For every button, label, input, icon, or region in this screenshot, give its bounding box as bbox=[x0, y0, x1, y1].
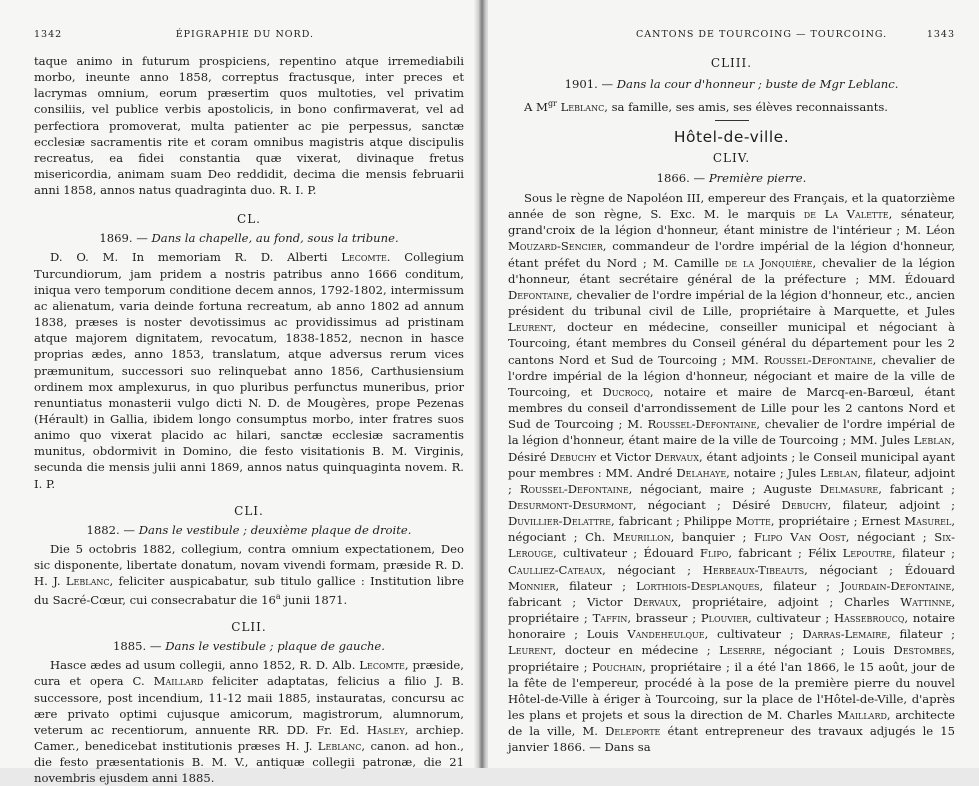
section-cliv-heading bbox=[508, 170, 955, 186]
cliv-name: Delmasure, bbox=[819, 481, 882, 496]
cliv-name: Lepoutre, bbox=[842, 546, 896, 561]
section-clii-heading bbox=[34, 638, 464, 654]
cliv-name: Pouchain, bbox=[592, 659, 646, 674]
section-clii-year: 1885. — bbox=[113, 639, 162, 654]
section-clii-location: Dans le vestibule ; plaque de gauche. bbox=[165, 639, 385, 654]
section-cliii-paragraph bbox=[508, 96, 955, 115]
right-running-head bbox=[508, 29, 955, 41]
cliv-text: architecte de la ville, M. bbox=[508, 708, 956, 739]
cliv-text: filateur ; bbox=[895, 546, 955, 561]
section-cliii-location: Dans la cour d'honneur ; buste de Mgr Leblanc. bbox=[616, 77, 899, 91]
cliii-text-3: sa famille, ses amis, ses élèves reconnaissants. bbox=[607, 99, 888, 114]
cli-sup: a bbox=[275, 592, 281, 602]
cliv-text: fabricant ; bbox=[881, 481, 956, 496]
cliv-name: Leurent, bbox=[508, 320, 557, 335]
cliv-text: étant entrepreneur des travaux adjugés le 15 janvier 1866. — Dans sa bbox=[508, 724, 956, 755]
section-divider bbox=[715, 120, 749, 121]
clii-text-4: archiep. Camer., benedicebat institutionis præses H. J. bbox=[34, 722, 464, 754]
cliv-name: Dervaux, bbox=[633, 594, 682, 609]
cliv-text: notaire honoraire ; Louis bbox=[508, 611, 955, 642]
cliv-name: Flipo, bbox=[699, 546, 733, 561]
cliv-text: et Victor bbox=[596, 449, 655, 464]
cliv-name: Herbeaux-Tibeauts, bbox=[702, 562, 808, 577]
cliv-text: chevalier de l'ordre impérial de la légion d'honneur, étant maire de la ville de Tourcoing ; MM. Jules bbox=[508, 417, 955, 448]
cliv-text: docteur en médecine, conseiller municipal et négociant à Tourcoing, étant membres du Conseil général du département pour les 2 cantons Nord et Sud de Tourcoing ; MM. bbox=[508, 320, 955, 367]
left-page-number: 1342 bbox=[34, 29, 63, 40]
cliv-text: cultivateur ; Édouard bbox=[556, 546, 700, 561]
section-cl-paragraph bbox=[34, 249, 464, 491]
cliii-sup: gr bbox=[547, 99, 557, 108]
cliv-name: Leserre, bbox=[719, 643, 766, 658]
cliv-text: filateur, adjoint ; bbox=[508, 465, 955, 496]
cliii-name-1: Leblanc, bbox=[560, 99, 608, 114]
cliv-text: négociant ; Édouard bbox=[807, 562, 955, 577]
section-cliii-year: 1901. — bbox=[564, 77, 614, 91]
cliv-text: filateur, adjoint ; bbox=[831, 497, 955, 512]
cliv-text: filateur ; bbox=[890, 627, 955, 642]
clii-name-1: Lecomte, bbox=[359, 658, 409, 673]
cliv-text: brasseur ; bbox=[631, 611, 701, 626]
cliv-name: Roussel-Defontaine, bbox=[519, 481, 633, 496]
cliv-name: Meurillon, bbox=[612, 530, 675, 545]
section-cli-number: CLI. bbox=[234, 503, 264, 518]
cliv-name: Plouvier, bbox=[700, 611, 752, 626]
cliv-text: propriétaire, adjoint ; Charles bbox=[681, 594, 901, 609]
cliv-name: Mouzard-Sencier, bbox=[508, 239, 607, 254]
cliv-name: Defontaine, bbox=[508, 287, 573, 302]
cliv-name: Flipo Van Oost, bbox=[754, 530, 850, 545]
cliv-text: Sous le règne de Napoléon III, empereur des Français, et la quatorzième année de son règne, S. Exc. M. le marquis bbox=[508, 191, 955, 222]
cliv-name: Monnier, bbox=[508, 578, 560, 593]
cliv-name: Debuchy bbox=[550, 449, 597, 464]
cliv-text: étant adjoints ; le Conseil municipal ayant pour membres : MM. André bbox=[508, 449, 955, 480]
cl-text-2: Collegium Turcundiorum, jam pridem a nostris patribus anno 1666 conditum, iniqua vero temporum conditione decem annos, 1792-1802, intermissum ac alienatum, varia deinde fortuna recreatum, ab anno 1802 ad annum 1838, præses is noster devotissimus ac providissimus ad pristinam atque majorem dignitatem, revocatum, 1838-1852, necnon in hasce proprias ædes, anno 1853, translatum, atque adversus rerum vices præmunitum, successori suo relinquebat anno 1856, Carthusiensium ordinem mox amplexurus, in quo pluribus perfunctus muneribus, prior renuntiatus monasterii vulgo dicti N. D. de Mougères, prope Pezenas (Hérault) in Gallia, ibidem longo consumptus morbo, inter fratres suos animo quo vixerat placido ac hilari, sanctæ ecclesiæ sacramentis munitus, obdormivit in Domino, die festo visitationis B. M. Virginis, secunda die mensis julii anni 1869, annos natus quinquaginta novem. R. I. P. bbox=[34, 250, 465, 491]
cliv-text: propriétaire ; Ernest bbox=[774, 514, 905, 529]
cliv-text: filateur ; bbox=[763, 578, 841, 593]
cliv-name: de La Valette, bbox=[803, 207, 893, 222]
cliv-name: Leurent, bbox=[508, 643, 557, 658]
cliv-text: banquier ; bbox=[674, 530, 754, 545]
cliv-text: propriétaire ; bbox=[508, 659, 593, 674]
cliv-text: commandeur de l'ordre impérial de la légion d'honneur, étant préfet du Nord ; M. Camille bbox=[508, 239, 955, 270]
cl-text-1: D. O. M. In memoriam R. D. Alberti bbox=[50, 250, 342, 265]
cliv-name: Ducrocq, bbox=[602, 384, 654, 399]
clii-name-2: Maillard bbox=[153, 674, 204, 689]
section-clii-number: CLII. bbox=[231, 620, 267, 635]
cliv-name: Wattinne, bbox=[900, 594, 956, 609]
section-cl-location: Dans la chapelle, au fond, sous la tribune. bbox=[151, 231, 399, 246]
cliv-name: Hassebroucq, bbox=[833, 611, 909, 626]
cliv-name: Taffin, bbox=[592, 611, 632, 626]
cliv-text: Désiré bbox=[508, 449, 551, 464]
cliv-text: notaire ; Jules bbox=[729, 465, 821, 480]
cli-name-1: Leblanc, bbox=[65, 574, 114, 589]
cliv-text: cultivateur ; bbox=[708, 627, 803, 642]
cliv-name: Desurmont-Desurmont, bbox=[508, 497, 637, 512]
cliv-name: Motte, bbox=[735, 514, 775, 529]
right-page-number: 1343 bbox=[926, 29, 955, 40]
right-running-title: CANTONS DE TOURCOING — TOURCOING. bbox=[636, 29, 888, 40]
cli-text-2: feliciter auspicabatur, sub titulo gallice : Institution libre du Sacré-Cœur, cui consecrabatur die 16 bbox=[34, 574, 464, 608]
cliv-name: Destombes, bbox=[893, 643, 955, 658]
cliv-text: négociant, maire ; Auguste bbox=[632, 481, 820, 496]
section-cl-heading bbox=[34, 230, 464, 246]
cliv-name: Duvillier-Delattre, bbox=[508, 514, 615, 529]
cliv-text: propriétaire ; il a été l'an 1866, le 15 août, jour de la fête de l'empereur, procédé à la pose de la première pierre du nouvel Hôtel-de-Ville à ériger à Tourcoing, sur la place de l'Hôtel-de-Ville, d'après les plans et projets et sous la direction de M. Charles bbox=[508, 659, 955, 723]
left-running-title: ÉPIGRAPHIE DU NORD. bbox=[175, 29, 314, 40]
cliv-name: Debuchy, bbox=[781, 497, 832, 512]
cliv-text: notaire et maire de Marcq-en-Barœul, étant membres du conseil d'arrondissement de Lille pour les 2 cantons Nord et Sud de Tourcoing ; M. bbox=[508, 384, 955, 432]
left-page bbox=[0, 0, 478, 786]
cliv-text: fabricant ; Philippe bbox=[614, 514, 736, 529]
section-cliv-number: CLIV. bbox=[712, 151, 751, 166]
cliv-name: Masurel, bbox=[904, 514, 955, 529]
cliv-name: Dervaux, bbox=[654, 449, 703, 464]
section-cliv-location: Première pierre. bbox=[708, 171, 807, 186]
cliv-name: Maillard, bbox=[837, 708, 891, 723]
cli-text-3: junii 1871. bbox=[280, 593, 348, 608]
section-cli-year: 1882. — bbox=[86, 522, 136, 537]
cliv-name: Vandeheulque, bbox=[627, 627, 709, 642]
cliv-text: négociant ; Désiré bbox=[636, 497, 782, 512]
left-text bbox=[34, 53, 464, 786]
clii-text-5: canon. ad hon., die festo præsentationis B. M. V., antiquæ collegii patronæ, die 21 novembris ejusdem anni 1885. bbox=[34, 739, 464, 786]
cliv-text: filateur ; bbox=[559, 578, 637, 593]
right-text bbox=[508, 55, 955, 755]
cliv-name: de la Jonquière, bbox=[724, 255, 817, 270]
cliv-text: propriétaire ; bbox=[508, 611, 593, 626]
section-cl-year: 1869. — bbox=[99, 231, 148, 246]
cliv-name: Roussel-Defontaine, bbox=[763, 352, 877, 367]
section-title-hotel-de-ville: Hôtel-de-ville. bbox=[673, 128, 790, 147]
right-page bbox=[488, 0, 979, 768]
cliv-name: Leblan, bbox=[820, 465, 862, 480]
cliv-text: négociant ; Ch. bbox=[508, 530, 613, 545]
cliv-name: Roussel-Defontaine, bbox=[647, 417, 761, 432]
cliv-text: chevalier de l'ordre impérial de la légion d'honneur, négociant et maire de la ville de Tourcoing, et bbox=[508, 352, 955, 399]
cliv-name: Delahaye, bbox=[676, 465, 730, 480]
section-cli-heading bbox=[34, 522, 464, 538]
cliv-name: Caulliez-Cateaux, bbox=[508, 562, 606, 577]
cliv-text: docteur en médecine ; bbox=[556, 643, 720, 658]
cliv-text: négociant ; Louis bbox=[765, 643, 894, 658]
cliv-text: sénateur, grand'croix de la légion d'honneur, étant ministre de l'intérieur ; M. Léon bbox=[508, 207, 955, 238]
cliv-text: fabricant ; Félix bbox=[732, 546, 843, 561]
section-cli-paragraph bbox=[34, 541, 464, 608]
section-cliii-number: CLIII. bbox=[710, 56, 753, 70]
cliii-text-1: A M bbox=[524, 99, 548, 114]
cliv-name: Darras-Lemaire, bbox=[802, 627, 891, 642]
cliv-text: chevalier de l'ordre impérial de la légion d'honneur, etc., ancien président du tribunal civil de Lille, propriétaire à Marquette, et Jules bbox=[508, 287, 955, 319]
section-cli-location: Dans le vestibule ; deuxième plaque de droite. bbox=[138, 522, 412, 537]
cliv-text: cultivateur ; bbox=[751, 611, 834, 626]
cliv-text: chevalier de la légion d'honneur, étant secrétaire général de la préfecture ; MM. Édouard bbox=[508, 255, 955, 286]
clii-text-3: feliciter adaptatas, felicius a filio J. B. successore, post incendium, 11-12 maii 1885, instauratas, concursu ac ære privato optimi cujusque amicorum, magistrorum, alumnorum, veterum ac recentiorum, annuente RR. DD. Fr. Ed. bbox=[34, 674, 464, 737]
section-cliii-heading bbox=[508, 76, 955, 92]
opening-paragraph: taque animo in futurum prospiciens, repentino atque irremediabili morbo, ineunte anno 1858, correptus fractusque, inter preces et lacrymas omnium, eorum præsertim quos multoties, vel privatim consiliis, vel publice verbis apostolicis, in bono confirmaverat, vel ad perfectiora promoverat, multa patienter ac pie perpessus, sanctæ ecclesiæ sacramentis rite et coram omnibus magistris atque discipulis recreatus, ea fidei constantia quæ vixerat, divinaque fretus misericordia, animam suam Deo reddidit, decima die mensis februarii anni 1858, annos natus quadraginta duo. R. I. P. bbox=[34, 54, 464, 198]
cliv-text: fabricant ; Victor bbox=[508, 594, 634, 609]
section-clii-paragraph bbox=[34, 657, 464, 786]
section-cliv-paragraph bbox=[508, 190, 955, 755]
clii-name-3: Hasley, bbox=[366, 722, 409, 737]
cl-name-1: Lecomte. bbox=[341, 250, 391, 265]
section-cliv-year: 1866. — bbox=[656, 171, 706, 186]
cliv-name: Lorthiois-Desplanques, bbox=[636, 578, 764, 593]
cliv-text: négociant ; bbox=[605, 562, 703, 577]
clii-text-1: Hasce ædes ad usum collegii, anno 1852, R. D. Alb. bbox=[50, 658, 360, 673]
cliv-text: négociant ; bbox=[849, 530, 935, 545]
section-cl-number: CL. bbox=[237, 212, 261, 227]
cliv-name: Jourdain-Defontaine, bbox=[840, 578, 955, 593]
cli-text-1: Die 5 octobris 1882, collegium, contra omnium expectationem, Deo sic disponente, libertate donatum, novam vivendi formam, præside R. D. H. J. bbox=[34, 541, 464, 589]
clii-text-2: præside, cura et opera C. bbox=[34, 658, 464, 689]
cliv-name: Leblan, bbox=[913, 433, 955, 448]
left-running-head bbox=[34, 29, 464, 41]
cliv-name: Deleporte bbox=[605, 724, 661, 739]
clii-name-4: Leblanc, bbox=[317, 739, 366, 754]
cliv-name: Six-Lerouge, bbox=[508, 530, 955, 561]
